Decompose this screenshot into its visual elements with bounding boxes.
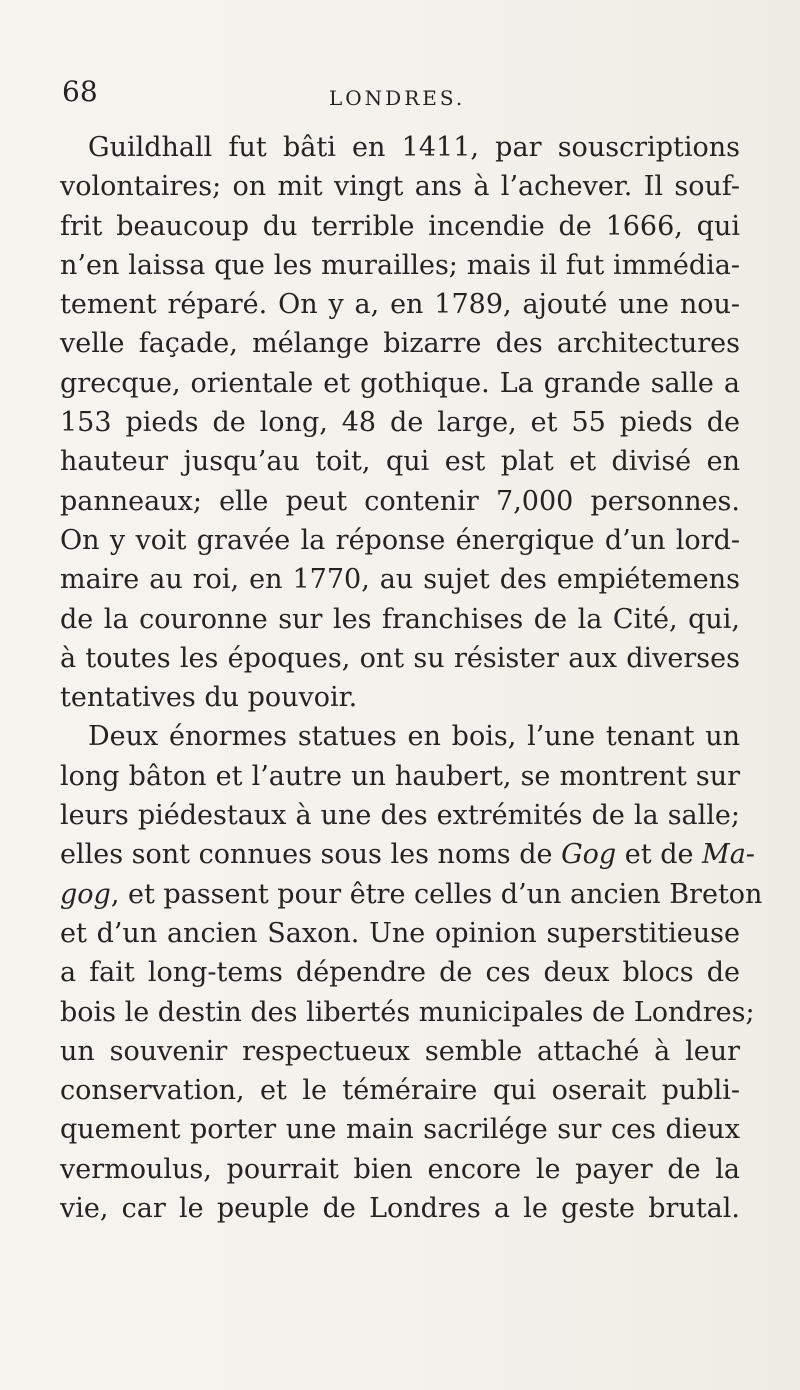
name-magog-start: Ma- [702, 839, 755, 871]
text-line: vie, car le peuple de Londres a le geste brutal. [60, 1193, 740, 1225]
running-title: LONDRES. [329, 86, 466, 110]
text-line: de la couronne sur les franchises de la Cité, qui, [60, 603, 740, 635]
text-line: bois le destin des libertés municipales de Londres; [60, 996, 755, 1028]
paragraph-statues [60, 717, 763, 1228]
name-magog-end: gog [60, 878, 111, 910]
text-line-with-names [60, 835, 755, 874]
name-gog: Gog [561, 839, 617, 871]
text-line: vermoulus, pourrait bien encore le payer de la [60, 1153, 740, 1185]
text-line: Guildhall fut bâti en 1411, par souscriptions [88, 132, 740, 163]
text-line: hauteur jusqu’au toit, qui est plat et divisé en [60, 446, 740, 478]
text-line: maire au roi, en 1770, au sujet des empiétemens [60, 564, 740, 596]
text-line: panneaux; elle peut contenir 7,000 personnes. [60, 485, 740, 517]
body-text [60, 128, 763, 1228]
text-line: quement porter une main sacrilége sur ces dieux [60, 1114, 740, 1146]
text-line: Deux énormes statues en bois, l’une tenant un [88, 721, 740, 753]
paragraph-guildhall [60, 128, 740, 717]
text-segment: et de [616, 839, 703, 871]
text-line: a fait long-tems dépendre de ces deux blocs de [60, 957, 740, 989]
text-line: conservation, et le téméraire qui oserait publi- [60, 1075, 740, 1107]
text-line: un souvenir respectueux semble attaché à leur [60, 1035, 740, 1067]
text-line: frit beaucoup du terrible incendie de 1666, qui [60, 210, 740, 242]
text-line-with-names [60, 875, 763, 914]
text-line: On y voit gravée la réponse énergique d’un lord- [60, 524, 740, 556]
page-header [60, 70, 740, 120]
text-segment: elles sont connues sous les noms de [60, 839, 562, 871]
text-line: leurs piédestaux à une des extrémités de la salle; [60, 800, 740, 832]
text-line: tement réparé. On y a, en 1789, ajouté une nou- [60, 289, 740, 321]
text-line: volontaires; on mit vingt ans à l’achever. Il souf- [60, 171, 740, 203]
text-line: long bâton et l’autre un haubert, se montrent sur [60, 760, 740, 792]
text-line: 153 pieds de long, 48 de large, et 55 pieds de [60, 407, 740, 439]
text-line: et d’un ancien Saxon. Une opinion superstitieuse [60, 917, 740, 949]
text-line: velle façade, mélange bizarre des architectures [60, 328, 740, 360]
text-line-last: tentatives du pouvoir. [60, 682, 358, 714]
text-line: à toutes les époques, ont su résister aux diverses [60, 642, 740, 674]
text-line: n’en laissa que les murailles; mais il fut immédia- [60, 249, 740, 281]
text-line: grecque, orientale et gothique. La grande salle a [60, 367, 740, 399]
text-segment: , et passent pour être celles d’un ancien Breton [110, 878, 763, 910]
page-number: 68 [62, 75, 98, 108]
